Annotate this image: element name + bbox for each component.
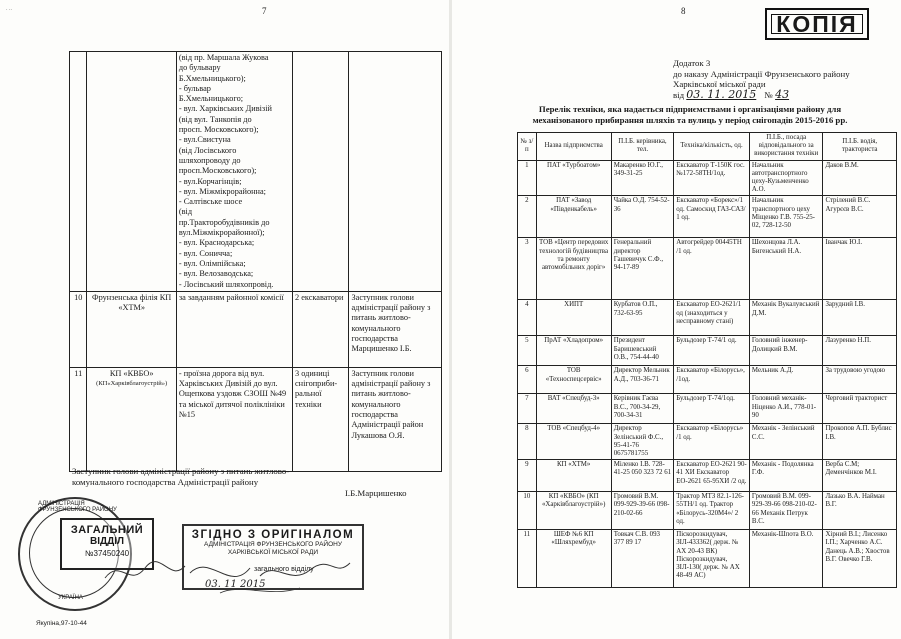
equipment: Бульдозер Т-74/1од. (674, 394, 750, 424)
head-contact: Президент Баришевський О.В., 754-44-40 (611, 336, 674, 366)
table-row (518, 366, 897, 394)
table-row (518, 424, 897, 460)
org-name: ШЕФ №6 КП «Шляхрембуд» (536, 530, 611, 588)
document-title: Перелік техніки, яка надається підприємствами і організаціями району для механізованого прибирання шляхів та вулиць у період снігопадів 2015-2016 рр. (532, 104, 848, 125)
responsible-person: Шехонцова Л.А. Бигенський Н.А. (749, 238, 823, 300)
continuation-line: просп. Московського); (178, 125, 259, 135)
responsible-person: Механік Вукалувський Д.М. (749, 300, 823, 336)
equipment: Екскаватор Т-150К гос.№172-58ТН/1од. (674, 160, 750, 196)
continuation-line: (від Лосівського (178, 145, 237, 155)
driver: За трудовою угодою (823, 366, 897, 394)
annex-line1: Додаток 3 (673, 58, 711, 68)
table-row (518, 492, 897, 530)
org-name-sub: (КП«Харківблагоустрій») (96, 380, 168, 388)
row-number: 10 (518, 492, 537, 530)
table-row (518, 530, 897, 588)
org-name: Фрунзенська філія КП «ХТМ» (87, 291, 176, 367)
continuation-line: - вул.Корчагінців; (178, 176, 242, 186)
continuation-line: - вул. Соничча; (178, 248, 233, 258)
driver: Стрілений В.С. Агурєєв В.С. (823, 196, 897, 238)
responsible-person: Мельник А.Д. (749, 366, 823, 394)
row-number: 4 (518, 300, 537, 336)
true-copy-heading: ЗГІДНО З ОРИГІНАЛОМ (191, 529, 355, 541)
task: за завданням районної комісії (176, 291, 292, 367)
continuation-line: Б.Хмельницького; (178, 94, 244, 104)
org-name: ТОВ «Спецбуд-4» (536, 424, 611, 460)
continuation-cell (176, 52, 292, 292)
driver: Черговий тракторист (823, 394, 897, 424)
table-row (70, 52, 442, 292)
row-number: 11 (70, 367, 87, 471)
org-name: ПрАТ «Хладопром» (536, 336, 611, 366)
equipment: Бульдозер Т-74/1 од. (674, 336, 750, 366)
continuation-line: просп.Московського); (178, 166, 257, 176)
continuation-line: вул.Міжмікрорайонної); (178, 228, 265, 238)
continuation-line: - вул.Свистуна (178, 135, 231, 145)
continuation-line: до бульвару (178, 63, 221, 73)
head-contact: Макаренко Ю.Г., 349-31-25 (611, 160, 674, 196)
responsible-person: Громовий В.М. 099-929-39-66 098-210-02-66 Механік Петрук В.С. (749, 492, 823, 530)
head-contact: Директор Мельник А.Д., 703-36-71 (611, 366, 674, 394)
table-row (70, 367, 442, 471)
responsible-person: Головний інженер-Долицкий В.М. (749, 336, 823, 366)
dept-stamp-line1: ЗАГАЛЬНИЙ (70, 524, 144, 536)
equipment: Екскаватор «Білорусь» /1 од. (674, 424, 750, 460)
annex-header (673, 58, 850, 100)
number-prefix: № (764, 89, 773, 100)
continuation-line: (від (178, 207, 193, 217)
page-number: 8 (681, 6, 686, 16)
equipment: Піскорозкидувач, ЗІЛ-433362( держ. № АХ 20-43 ВК) Піскорозкидувач, ЗІЛ-130( держ. № АХ 48-49 АС) (674, 530, 750, 588)
head-contact: Курбатов О.П., 732-63-95 (611, 300, 674, 336)
responsible-person: Начальник транспортного цеху Міщенко Г.В. 755-25-02, 728-12-50 (749, 196, 823, 238)
table-row (518, 196, 897, 238)
responsible-person: Механік-Шпота В.О. (749, 530, 823, 588)
org-name-main: КП «КВБО» (109, 368, 154, 378)
row-number: 11 (518, 530, 537, 588)
table-row (518, 300, 897, 336)
table-row (70, 291, 442, 367)
equipment: 2 екскаватори (292, 291, 349, 367)
head-contact: Товкач С.В. 093 377 89 17 (611, 530, 674, 588)
driver: Прокопов А.П. Бублис І.В. (823, 424, 897, 460)
driver: Даков В.М. (823, 160, 897, 196)
number-value: 43 (775, 87, 790, 101)
org-name: ТОВ «Центр передових технологій будівництва та ремонту автомобільних доріг» (536, 238, 611, 300)
responsible-person: Механік - Подолянка Г.Ф. (749, 460, 823, 492)
seal-ring-bottom: УКРАЇНА (58, 595, 83, 601)
continuation-line: - вул. Міжмікрорайонна; (178, 186, 266, 196)
head-contact: Громовий В.М. 099-929-39-66 098-210-02-66 (611, 492, 674, 530)
seal-ring-top: АДМІНІСТРАЦІЯ ФРУНЗЕНСЬКОГО РАЙОНУ (38, 501, 117, 513)
signature-position: Заступник голови адміністрації району з питань житлово-комунального господарства Адміністрації району (72, 466, 290, 487)
continuation-line: - Лосівський шляхопровід. (178, 279, 274, 289)
date-prefix: від (673, 89, 685, 100)
responsible-person: Головний механік-Ніценко А.И., 778-01-90 (749, 394, 823, 424)
continuation-line: - Салтівське шосе (178, 197, 243, 207)
table-row (518, 238, 897, 300)
left-page (0, 0, 450, 639)
head-contact: Генеральний директор Гашевичук С.Ф., 94-17-89 (611, 238, 674, 300)
row-number: 3 (518, 238, 537, 300)
signature-scribble (100, 548, 360, 603)
continuation-line: пр.Тракторобудівників до (178, 217, 270, 227)
responsible: Заступник голови адміністрації району з питань житлово-комунального господарства Марцишенко І.Б. (349, 291, 442, 367)
org-name: КП «ХТМ» (536, 460, 611, 492)
row-number: 7 (518, 394, 537, 424)
row-number: 5 (518, 336, 537, 366)
true-copy-sub2: ХАРКІВСЬКОЇ МІСЬКОЇ РАДИ (227, 549, 319, 556)
header-head: П.І.Б. керівника, тел. (611, 133, 674, 161)
org-name: ТОВ «Техноспецсервіс» (536, 366, 611, 394)
true-copy-sub3: загального відділу (254, 566, 314, 573)
continuation-line: (від вул. Танкопія до (178, 114, 252, 124)
table-header-row (518, 133, 897, 161)
org-name: ВАТ «Спецбуд-3» (536, 394, 611, 424)
executor-note: Якупіна,97-10-44 (36, 620, 87, 627)
table-row (518, 336, 897, 366)
row-number: 1 (518, 160, 537, 196)
header-resp: П.І.Б., посада відповідального за використання техніки (749, 133, 823, 161)
row-number: 8 (518, 424, 537, 460)
header-num: № з/п (518, 133, 537, 161)
row-number: 9 (518, 460, 537, 492)
table-row (518, 394, 897, 424)
equipment: Екскаватор «Борекс»/1 од. Самоскид ГАЗ-САЗ/ 1 од. (674, 196, 750, 238)
continuation-line: - вул. Олімпійська; (178, 258, 246, 268)
equipment: Екскаватор «Білорусь», /1од. (674, 366, 750, 394)
responsible: Заступник голови адміністрації району з питань житлово-комунального господарства Адміністрації район Лукашова О.Я. (349, 367, 442, 471)
driver: Верба С.М; Деменчінков М.І. (823, 460, 897, 492)
annex-line2: до наказу Адміністрації Фрунзенського району (673, 68, 850, 79)
driver: Іванчак Ю.І. (823, 238, 897, 300)
org-name: ПАТ «Завод «Південкабель» (536, 196, 611, 238)
date-value: 03. 11. 2015 (686, 87, 757, 101)
row-number: 2 (518, 196, 537, 238)
handwritten-date: 03. 11 2015 (205, 579, 266, 590)
head-contact: Чайка О.Д. 754-52-36 (611, 196, 674, 238)
head-contact: Керівник Гаєва В.С., 700-34-29, 700-34-31 (611, 394, 674, 424)
continuation-line: (від пр. Маршала Жукова (178, 53, 269, 62)
page-number: 7 (262, 6, 267, 16)
continuation-line: - вул. Харківських Дивізій (178, 104, 272, 114)
driver: Лазуренко Н.П. (823, 336, 897, 366)
task: - проїзна дорога від вул. Харківських Дивізій до вул. Ощепкова уздовж СЗОШ №49 та міської дитячої поліклініки №15 (176, 367, 292, 471)
equipment: Автогрейдер 00445ТН /1 од. (674, 238, 750, 300)
row-number: 6 (518, 366, 537, 394)
continuation-line: - вул. Краснодарська; (178, 238, 255, 248)
copy-stamp: КОПІЯ (765, 8, 869, 40)
annex-line3: Харківської міської ради (673, 79, 766, 90)
head-contact: Директор Зелінський Ф.С., 95-41-76 0675781755 (611, 424, 674, 460)
org-name (87, 367, 176, 471)
equipment: Трактор МТЗ 82.1-126-55ТН/1 од. Трактор «Білорусь-320М4»/ 2 од. (674, 492, 750, 530)
header-org: Назва підприємства (536, 133, 611, 161)
table-row (518, 160, 897, 196)
annex-date-line (673, 87, 850, 101)
driver: Лазько В.А. Найман В.Г. (823, 492, 897, 530)
equipment-table (517, 132, 897, 588)
row-number: 10 (70, 291, 87, 367)
org-name: ХИПТ (536, 300, 611, 336)
org-name: ПАТ «Турбоатом» (536, 160, 611, 196)
equipment: 3 одиниці снігоприби-ральної техніки (292, 367, 349, 471)
equipment: Екскаватор ЕО-2621 90-41 ХИ Екскаватор ЕО-2621 65-95ХИ /2 од. (674, 460, 750, 492)
responsible-person: Начальник автотранспортного цеху-Кузьменченко А.О. (749, 160, 823, 196)
table-row (518, 460, 897, 492)
signature-name: І.Б.Марцишенко (345, 488, 407, 498)
dept-stamp-line2: ВІДДІЛ (89, 536, 125, 547)
scan-artifact: . .. (6, 6, 12, 12)
continuation-line: Б.Хмельницького); (178, 73, 246, 83)
responsible-person: Механік - Зелінський С.С. (749, 424, 823, 460)
continuation-line: шляхопроводу до (178, 155, 241, 165)
header-tech: Техніка/кількість, од. (674, 133, 750, 161)
left-table (69, 51, 442, 472)
continuation-line: - бульвар (178, 83, 211, 93)
header-driver: П.І.Б. водія, тракториста (823, 133, 897, 161)
org-name: КП «КВБО» (КП «Харківблагоустрій») (536, 492, 611, 530)
driver: Хірний В.І.; Лисенко І.П.; Харченко А.С. Данець А.В.; Хвостов В.Г. Овечко Г.В. (823, 530, 897, 588)
continuation-line: - вул. Велозаводська; (178, 269, 254, 279)
equipment: Екскаватор ЕО-2621/1 од (знаходиться у несправному стані) (674, 300, 750, 336)
true-copy-sub1: АДМІНІСТРАЦІЯ ФРУНЗЕНСЬКОГО РАЙОНУ (204, 541, 342, 548)
driver: Зарудний І.В. (823, 300, 897, 336)
head-contact: Міленко І.В. 728-41-25 050 323 72 61 (611, 460, 674, 492)
dept-stamp-code: №37450240 (84, 549, 130, 558)
